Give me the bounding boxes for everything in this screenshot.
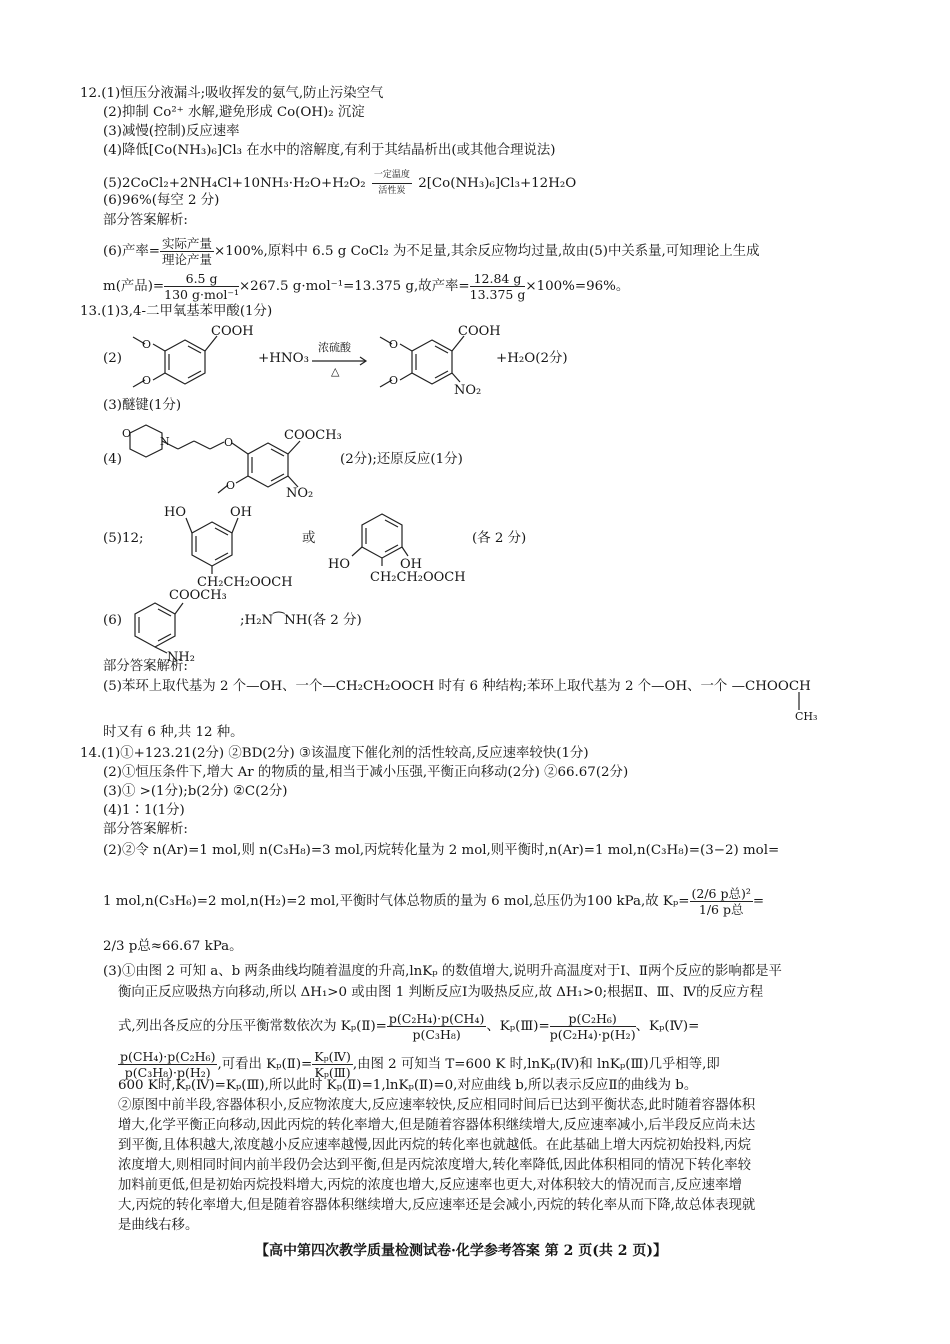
- molecule-dimethoxybenzoic-acid: [125, 322, 265, 392]
- m5b-oh-label: OH: [400, 557, 422, 572]
- q14-analysis-b2: 衡向正反应吸热方向移动,所以 ΔH₁>0 或由图 1 判断反应Ⅰ为吸热反应,故 ΔH₁>0;根据Ⅱ、Ⅲ、Ⅳ的反应方程: [118, 985, 764, 1000]
- q14-analysis-c5: 加料前更低,但是初始丙烷投料增大,丙烷的浓度也增大,反应速率也更大,对体积较大的情况而言,反应速率增: [118, 1178, 742, 1193]
- q14-analysis-c1: ②原图中前半段,容器体积小,反应物浓度大,反应速率较快,反应相同时间后已达到平衡状态,此时随着容器体积: [118, 1098, 756, 1113]
- m4-cooch3-label: COOCH₃: [284, 428, 342, 443]
- m5b-tail-label: CH₂CH₂OOCH: [370, 570, 466, 585]
- q14-analysis-c4: 浓度增大,则相同时间内前半段仍会达到平衡,但是丙烷浓度增大,转化率降低,因此体积相同的情况下转化率较: [118, 1158, 751, 1173]
- q14-analysis-c3: 到平衡,且体积越大,浓度越小反应速率越慢,因此丙烷的转化率也就越低。在此基础上增大丙烷初始投料,丙烷: [118, 1138, 751, 1153]
- svg-text:O: O: [226, 479, 236, 492]
- q12-line2: (2)抑制 Co²⁺ 水解,避免形成 Co(OH)₂ 沉淀: [103, 105, 365, 120]
- m4-no2-label: NO₂: [286, 486, 314, 501]
- page-footer: 【高中第四次教学质量检测试卷·化学参考答案 第 2 页(共 2 页)】: [255, 1243, 667, 1259]
- svg-text:O: O: [389, 374, 399, 387]
- q13-analysis-heading: 部分答案解析:: [103, 659, 188, 674]
- q12-analysis-heading: 部分答案解析:: [103, 213, 188, 228]
- m6-cooch3-label: COOCH₃: [169, 588, 227, 603]
- molecule-isomer-a: [150, 500, 310, 588]
- m1-cooh-label: COOH: [211, 324, 254, 339]
- molecule-isomer-b: [322, 508, 482, 588]
- q14-analysis-a3: 2/3 p总≈66.67 kPa。: [103, 939, 243, 954]
- q14-analysis-a2: 1 mol,n(C₃H₆)=2 mol,n(H₂)=2 mol,平衡时气体总物质的量为 6 mol,总压仍为100 kPa,故 Kₚ= $\frac{\text{(2/6 p总)²}}{\text{1/6 p总}}$ =: [103, 886, 765, 917]
- q13-label-5: (5)12;: [103, 531, 144, 546]
- q13-or: 或: [302, 531, 316, 546]
- q14-line2: (2)①恒压条件下,增大 Ar 的物质的量,相当于减小压强,平衡正向移动(2分) ②66.67(2分): [103, 765, 629, 780]
- q13-reagent: +HNO₃: [258, 351, 309, 366]
- svg-text:O: O: [142, 374, 152, 387]
- q13-line3: (3)醚键(1分): [103, 398, 182, 413]
- q13-product-tail: +H₂O(2分): [496, 351, 568, 366]
- q14-line3: (3)① >(1分);b(2分) ②C(2分): [103, 784, 288, 799]
- q14-analysis-heading: 部分答案解析:: [103, 822, 188, 837]
- m6-nh2-label: NH₂: [167, 650, 195, 663]
- m4-n-label: N: [160, 435, 170, 448]
- svg-text:O: O: [224, 436, 234, 449]
- m4-o-label: O: [122, 427, 132, 440]
- m2-cooh-label: COOH: [458, 324, 501, 339]
- molecule-aminobenzoate: [125, 583, 245, 663]
- q13-line1: 13.(1)3,4-二甲氧基苯甲酸(1分): [80, 304, 273, 319]
- m5a-ho-label: HO: [164, 505, 186, 520]
- m5b-ho-label: HO: [328, 557, 350, 572]
- reaction-arrow: [312, 356, 372, 366]
- q13-arrow-heat: △: [331, 365, 340, 378]
- q13-arrow-condition: 浓硫酸: [318, 341, 351, 354]
- q12-line3: (3)减慢(控制)反应速率: [103, 124, 240, 139]
- q12-eq-right: 2[Co(NH₃)₆]Cl₃+12H₂O: [418, 176, 577, 191]
- q13-label-6: (6): [103, 613, 122, 628]
- q13-line6-tail: ;H₂N⁀NH(各 2 分): [240, 613, 362, 628]
- q13-line4-tail: (2分);还原反应(1分): [340, 452, 463, 467]
- m5a-oh-label: OH: [230, 505, 252, 520]
- q14-analysis-c6: 大,丙烷的转化率增大,但是随着容器体积继续增大,反应速率还是会减小,丙烷的转化率从而下降,故总体表现就: [118, 1198, 756, 1213]
- svg-text:O: O: [142, 338, 152, 351]
- m5a-tail-label: CH₂CH₂OOCH: [197, 575, 293, 588]
- m2-no2-label: NO₂: [454, 383, 482, 394]
- q12-eq-condition: $\frac{\text{一定温度}}{\text{活性炭}}$: [373, 170, 410, 196]
- svg-text:O: O: [389, 338, 399, 351]
- q14-line4: (4)1∶1(1分): [103, 803, 185, 818]
- q12-analysis-line2: m(产品)= $\frac{6.5 g}{\text{130 g·mol⁻¹}}$ ×267.5 g·mol⁻¹=13.375 g,故产率= $\frac{12.84 g}{13.375 g}$ ×100%=96%。: [103, 271, 630, 302]
- q14-analysis-b1: (3)①由图 2 可知 a、b 两条曲线均随着温度的升高,lnKₚ 的数值增大,说明升高温度对于Ⅰ、Ⅱ两个反应的影响都是平: [103, 964, 782, 979]
- q12-line4: (4)降低[Co(NH₃)₆]Cl₃ 在水中的溶解度,有利于其结晶析出(或其他合理说法): [103, 143, 556, 158]
- q13-label-2: (2): [103, 351, 122, 366]
- molecule-morpholine-derivative: [120, 415, 350, 503]
- q14-analysis-c2: 增大,化学平衡正向移动,因此丙烷的转化率增大,但是随着容器体积继续增大,反应速率减小,后半段反应尚未达: [118, 1118, 756, 1133]
- q13-analysis-ch3: CH₃: [795, 710, 818, 723]
- q14-line1: 14.(1)①+123.21(2分) ②BD(2分) ③该温度下催化剂的活性较高,反应速率较快(1分): [80, 746, 589, 761]
- q14-analysis-b4: $\frac{\text{p(CH₄)·p(C₂H₆)}}{\text{p(C₃H₈)·p(H₂)}}$ ,可看出 Kₚ(Ⅱ)= $\frac{\text{Kₚ(Ⅳ)}}{\text{Kₚ(Ⅲ)}}$ ,由图 2 可知当 T=600 K 时,lnKₚ(Ⅳ)和 lnKₚ(Ⅲ)几乎相等,即: [120, 1049, 720, 1080]
- q14-analysis-a1: (2)②令 n(Ar)=1 mol,则 n(C₃H₈)=3 mol,丙烷转化量为 2 mol,则平衡时,n(Ar)=1 mol,n(C₃H₈)=(3−2) mol=: [103, 843, 780, 858]
- q12-eq-left: (5)2CoCl₂+2NH₄Cl+10NH₃·H₂O+H₂O₂: [103, 176, 366, 191]
- q13-analysis-line1: (5)苯环上取代基为 2 个—OH、一个—CH₂CH₂OOCH 时有 6 种结构;苯环上取代基为 2 个—OH、一个 —CHOOCH: [103, 679, 811, 694]
- molecule-nitro-product: [372, 322, 512, 394]
- q12-line1: 12.(1)恒压分液漏斗;吸收挥发的氨气,防止污染空气: [80, 86, 384, 101]
- q13-label-4: (4): [103, 452, 122, 467]
- q14-analysis-b3: 式,列出各反应的分压平衡常数依次为 Kₚ(Ⅱ)= $\frac{\text{p(C₂H₄)·p(CH₄)}}{\text{p(C₃H₈)}}$ 、Kₚ(Ⅲ)= $\frac{\text{p(C₂H₆)}}{\text{p(C₂H₄)·p(H₂)}}$ 、Kₚ(Ⅳ)=: [118, 1011, 700, 1042]
- q12-analysis-line1: (6)产率= $\frac{\text{实际产量}}{\text{理论产量}}$ ×100%,原料中 6.5 g CoCl₂ 为不足量,其余反应物均过量,故由(5)中关系量,可知理论上生成: [103, 236, 760, 267]
- q14-analysis-c7: 是曲线右移。: [118, 1218, 199, 1233]
- q13-analysis-line2: 时又有 6 种,共 12 种。: [103, 725, 244, 740]
- q12-line6: (6)96%(每空 2 分): [103, 193, 220, 208]
- q13-line5-tail: (各 2 分): [472, 531, 527, 546]
- q14-analysis-b5: 600 K时,Kₚ(Ⅳ)=Kₚ(Ⅲ),所以此时 Kₚ(Ⅱ)=1,lnKₚ(Ⅱ)=0,对应曲线 b,所以表示反应Ⅱ的曲线为 b。: [118, 1078, 698, 1093]
